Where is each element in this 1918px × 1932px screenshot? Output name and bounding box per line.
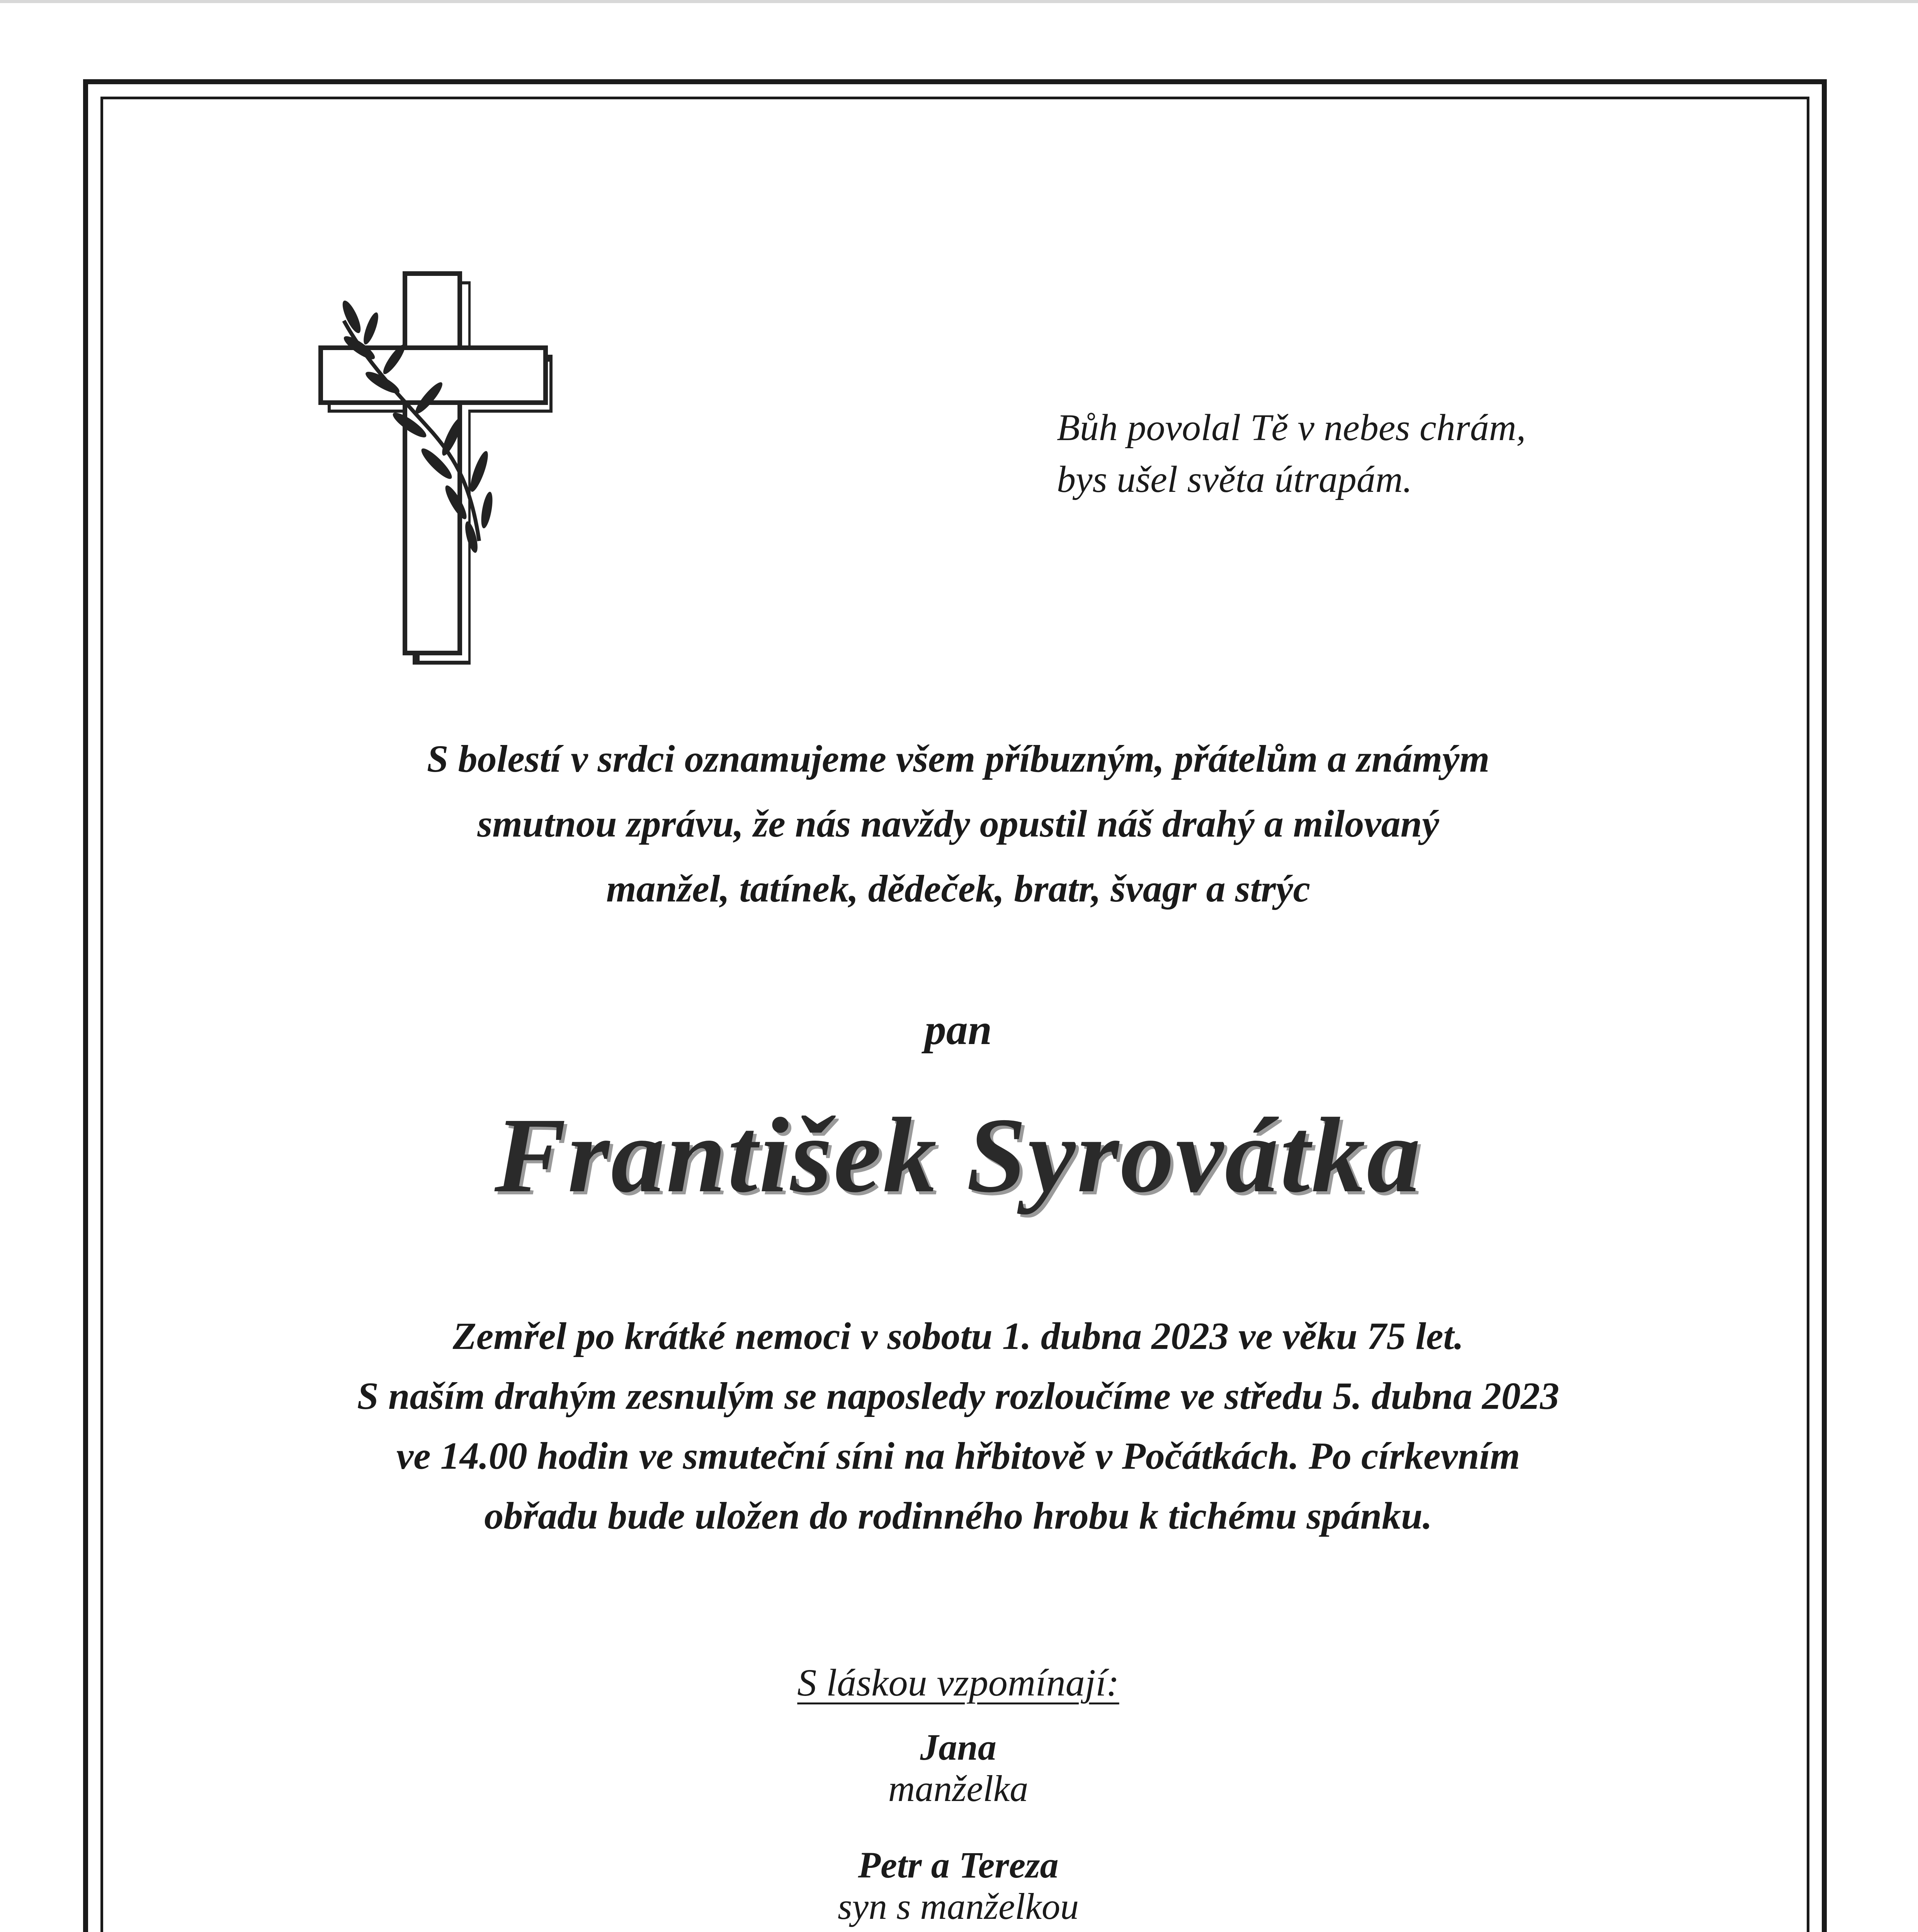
motto-line-2: bys ušel světa útrapám. xyxy=(1057,459,1412,500)
mourner-relation: syn s manželkou xyxy=(838,1886,1079,1927)
motto-verse xyxy=(1057,402,1598,505)
cross-with-palm-branch-icon xyxy=(317,270,572,665)
mourner-name: Petr a Tereza xyxy=(858,1844,1059,1886)
mourner-name: Jana xyxy=(920,1726,996,1768)
remembrance-heading-text: S láskou vzpomínají: xyxy=(797,1661,1119,1704)
details-line-3: ve 14.00 hodin ve smuteční síni na hřbitově v Počátkách. Po církevním xyxy=(396,1434,1520,1477)
details-line-2: S naším drahým zesnulým se naposledy rozloučíme ve středu 5. dubna 2023 xyxy=(357,1374,1559,1417)
details-line-4: obřadu bude uložen do rodinného hrobu k tichému spánku. xyxy=(484,1494,1432,1537)
mourner-item xyxy=(124,1845,1793,1928)
honorific: pan xyxy=(924,1006,992,1054)
intro-line-2: smutnou zprávu, že nás navždy opustil náš drahý a milovaný xyxy=(477,802,1439,845)
remembrance-heading xyxy=(124,1656,1793,1710)
funeral-details xyxy=(124,1306,1793,1546)
deceased-name: František Syrovátka xyxy=(494,1096,1422,1215)
details-line-1: Zemřel po krátké nemoci v sobotu 1. dubna 2023 ve věku 75 let. xyxy=(452,1315,1464,1357)
intro-line-3: manžel, tatínek, dědeček, bratr, švagr a strýc xyxy=(606,867,1311,910)
announcement-intro xyxy=(124,726,1793,921)
scan-edge xyxy=(0,0,1918,3)
mourner-item xyxy=(124,1727,1793,1810)
mourner-relation: manželka xyxy=(888,1768,1029,1809)
intro-line-1: S bolestí v srdci oznamujeme všem příbuzným, přátelům a známým xyxy=(427,737,1490,780)
motto-line-1: Bůh povolal Tě v nebes chrám, xyxy=(1057,407,1526,449)
